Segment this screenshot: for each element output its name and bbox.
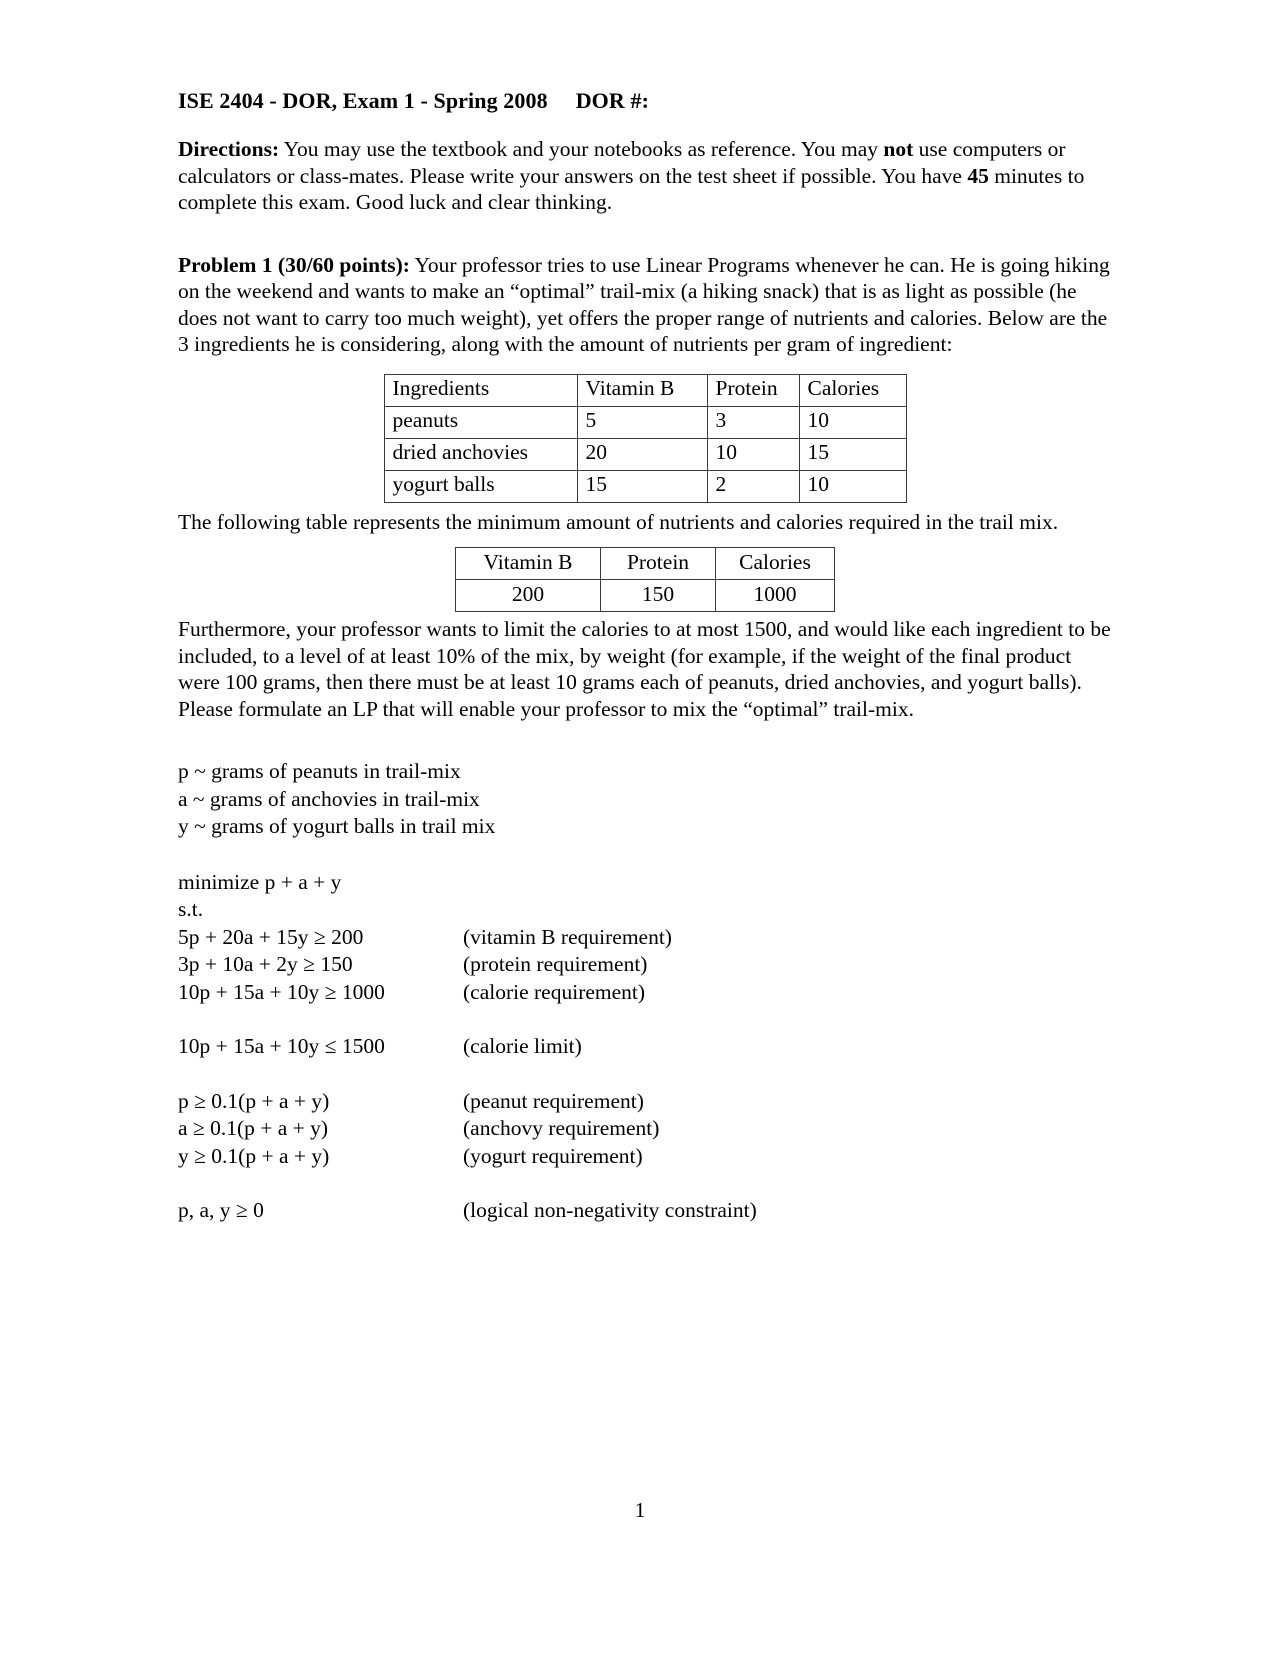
spacer-constraints-1: [178, 1006, 1112, 1033]
constraint-expression: 10p + 15a + 10y ≥ 1000: [178, 979, 385, 1004]
constraint-row: [178, 1115, 1112, 1143]
constraint-row: [178, 1088, 1112, 1116]
cell-calories: 10: [799, 470, 906, 502]
constraint-annotation: (logical non-negativity constraint): [463, 1198, 757, 1222]
constraint-expression: p ≥ 0.1(p + a + y): [178, 1088, 330, 1113]
table-row: [384, 438, 906, 470]
column-header-ingredients: Ingredients: [384, 374, 577, 406]
column-header-vitamin-b: Vitamin B: [577, 374, 707, 406]
cell-vitamin-b: 5: [577, 406, 707, 438]
constraint-annotation: (vitamin B requirement): [463, 924, 672, 949]
column-header-calories: Calories: [799, 374, 906, 406]
cell-vitamin-b: 15: [577, 470, 707, 502]
constraint-annotation: (peanut requirement): [463, 1088, 644, 1113]
constraint-row: [178, 1033, 1112, 1061]
variable-definitions: [178, 758, 1112, 841]
constraint-expression: 5p + 20a + 15y ≥ 200: [178, 924, 364, 949]
ingredients-table: [384, 374, 907, 503]
cell-protein: 2: [707, 470, 799, 502]
column-header-vitamin-b: Vitamin B: [456, 548, 601, 580]
cell-min-protein: 150: [601, 580, 716, 612]
column-header-calories: Calories: [716, 548, 835, 580]
constraint-annotation: (anchovy requirement): [463, 1116, 660, 1140]
constraint-expression: p, a, y ≥ 0: [178, 1198, 264, 1222]
cell-ingredient-name: peanuts: [384, 406, 577, 438]
ingredients-table-wrapper: [178, 374, 1112, 503]
page-title: ISE 2404 - DOR, Exam 1 - Spring 2008 DOR #:: [178, 88, 650, 113]
spacer-before-problem1: [178, 238, 1112, 252]
spacer-constraints-3: [178, 1170, 1112, 1197]
problem1-paragraph: [178, 252, 1112, 358]
cell-min-vitamin-b: 200: [456, 580, 601, 612]
cell-min-calories: 1000: [716, 580, 835, 612]
variable-definition-p: p ~ grams of peanuts in trail-mix: [178, 759, 461, 783]
variable-definition-y: y ~ grams of yogurt balls in trail mix: [178, 814, 496, 838]
constraint-expression: 3p + 10a + 2y ≥ 150: [178, 952, 353, 976]
constraint-annotation: (protein requirement): [463, 952, 648, 976]
directions-paragraph: [178, 136, 1112, 216]
cell-calories: 15: [799, 438, 906, 470]
directions-label: Directions:: [178, 137, 280, 161]
problem1-text: Your professor tries to use Linear Programs whenever he can. He is going hiking on the weekend and wants to make an “optimal” trail-mix (a hiking snack) that is as light as possible (he does not want to carry too much weight), yet offers the proper range of nutrients and calories. Below are the 3 ingredients he is considering, along with the amount of nutrients per gram of ingredient:: [178, 252, 1110, 356]
constraint-expression: 10p + 15a + 10y ≤ 1500: [178, 1034, 385, 1058]
constraint-expression: y ≥ 0.1(p + a + y): [178, 1143, 330, 1168]
constraint-row: [178, 924, 1112, 952]
subject-to-label: s.t.: [178, 897, 204, 921]
constraint-annotation: (yogurt requirement): [463, 1143, 643, 1168]
constraint-row: [178, 1143, 1112, 1171]
constraint-annotation: (calorie limit): [463, 1034, 582, 1058]
table-header-row: [456, 548, 835, 580]
directions-text-3: minutes to complete this exam. Good luck and clear thinking.: [178, 163, 1085, 214]
constraint-row: [178, 1197, 1112, 1225]
table-row: [456, 580, 835, 612]
constraint-expression: a ≥ 0.1(p + a + y): [178, 1116, 329, 1140]
variable-definition-a: a ~ grams of anchovies in trail-mix: [178, 786, 480, 811]
page-number: 1: [634, 1498, 646, 1522]
cell-protein: 10: [707, 438, 799, 470]
minimum-requirements-table-wrapper: [178, 547, 1112, 612]
between-tables-paragraph: The following table represents the minimum amount of nutrients and calories required in the trail mix.: [178, 509, 1059, 534]
table-header-row: [384, 374, 906, 406]
problem1-label: Problem 1 (30/60 points):: [178, 252, 410, 277]
column-header-protein: Protein: [601, 548, 716, 580]
table-row: [384, 470, 906, 502]
column-header-protein: Protein: [707, 374, 799, 406]
constraint-row: [178, 951, 1112, 979]
furthermore-paragraph: Furthermore, your professor wants to limit the calories to at most 1500, and would like each ingredient to be included, to a level of at least 10% of the mix, by weight (for example, if the weight of the final product were 100 grams, then there must be at least 10 grams each of peanuts, dried anchovies, and yogurt balls). Please formulate an LP that will enable your professor to mix the “optimal” trail-mix.: [178, 617, 1111, 721]
cell-calories: 10: [799, 406, 906, 438]
spacer-constraints-2: [178, 1061, 1112, 1088]
directions-text-1: You may use the textbook and your notebooks as reference. You may: [279, 137, 884, 161]
lp-model: [178, 869, 1112, 1225]
cell-protein: 3: [707, 406, 799, 438]
constraint-row: [178, 979, 1112, 1007]
cell-vitamin-b: 20: [577, 438, 707, 470]
minimum-requirements-table: [455, 547, 835, 612]
directions-bold-not: not: [883, 137, 914, 161]
cell-ingredient-name: yogurt balls: [384, 470, 577, 502]
cell-ingredient-name: dried anchovies: [384, 438, 577, 470]
objective-function: minimize p + a + y: [178, 869, 342, 894]
constraint-annotation: (calorie requirement): [463, 979, 646, 1004]
table-row: [384, 406, 906, 438]
directions-text-2: use computers or calculators or class-mates. Please write your answers on the test sheet if possible. You have: [178, 137, 1066, 188]
directions-bold-minutes: 45: [967, 163, 989, 188]
